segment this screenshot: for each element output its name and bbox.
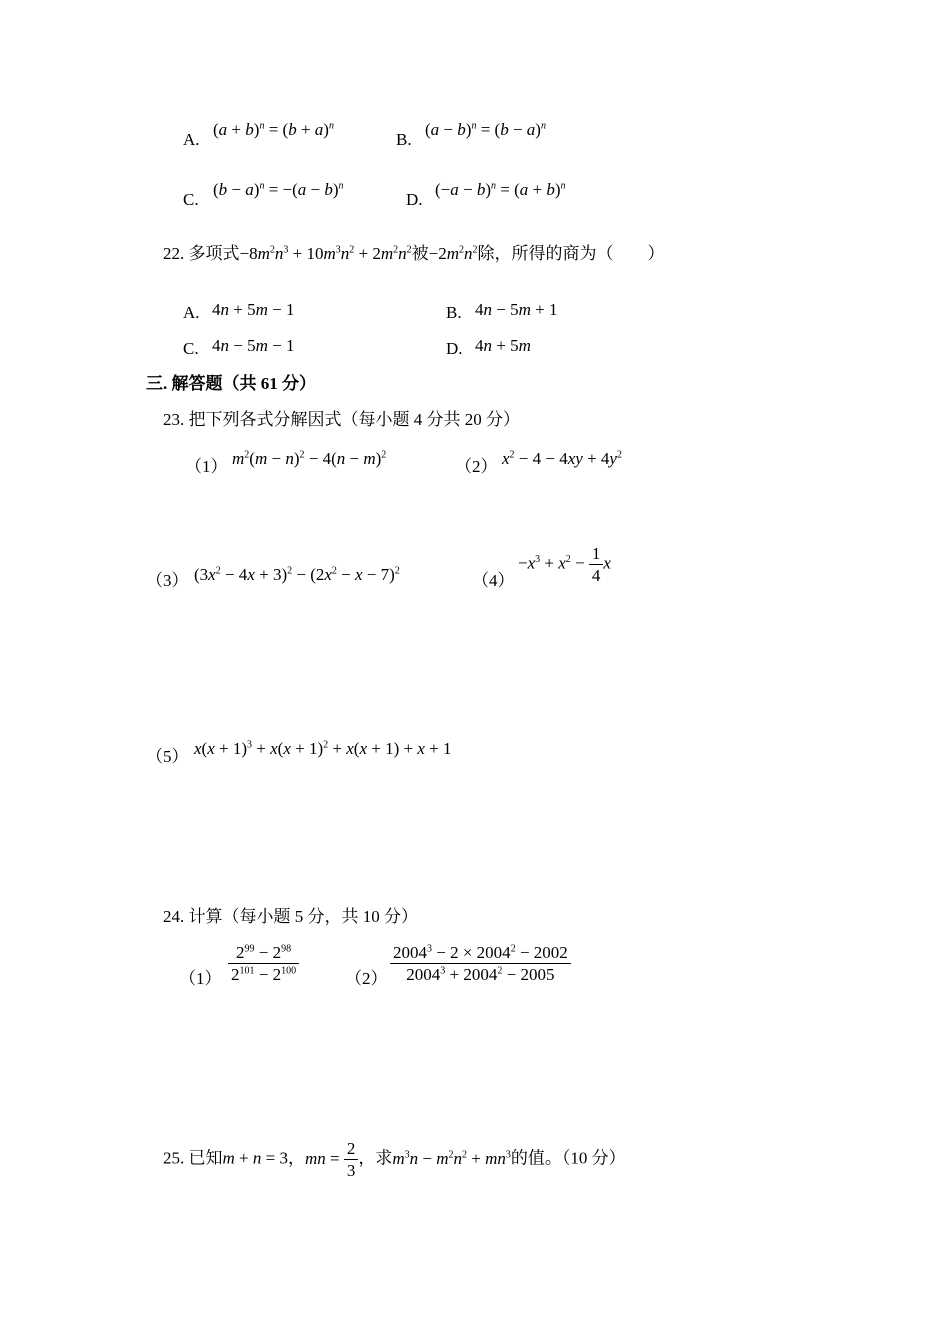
q25-condition-1: m + n = 3 (222, 1148, 288, 1168)
q22-option-b-formula: 4n − 5m + 1 (475, 300, 558, 319)
section-3-title: 三. 解答题（共 61 分） (146, 374, 316, 393)
q24-item-2-label: （2） (345, 969, 388, 988)
q24-number: 24. (163, 907, 185, 926)
q23-item-4-label: （4） (472, 571, 515, 590)
q24-text: 计算（每小题 5 分，共 10 分） (188, 907, 418, 926)
q25-question (163, 1138, 626, 1182)
q23-item-5-label: （5） (146, 747, 189, 766)
q22-option-d-formula: 4n + 5m (475, 336, 531, 355)
q24-item-2-formula: $\frac{2004^3 - 2 \times 2004^2 - 2002}{2004^3 + 2004^2 - 2005}$ (390, 942, 571, 986)
q24-item-1-label: （1） (179, 969, 222, 988)
q23-text: 把下列各式分解因式（每小题 4 分共 20 分） (188, 410, 520, 429)
q23-item-1-formula: $m^2(m - n)^2 - 4(n - m)^2$ (232, 449, 387, 468)
q23-number: 23. (163, 410, 185, 429)
q25-text-suffix: 的值。（10 分） (510, 1148, 626, 1168)
q23-item-3-label: （3） (146, 571, 189, 590)
q25-condition-2: mn = $\frac{2}{3}$ (305, 1149, 358, 1168)
q22-option-b-label: B. (446, 303, 462, 322)
q23-item-1-label: （1） (185, 457, 228, 476)
q23-question (163, 411, 520, 428)
q22-option-a-formula: 4n + 5m − 1 (212, 300, 295, 319)
q22-option-c-formula: 4n − 5m − 1 (212, 336, 295, 355)
q24-question (163, 908, 418, 925)
q25-text-prefix: 已知 (188, 1148, 223, 1168)
q23-item-5-formula: $x(x + 1)^3 + x(x + 1)^2 + x(x + 1) + x + 1$ (194, 739, 452, 758)
q25-comma: ， (287, 1148, 305, 1168)
q22-question (163, 245, 665, 262)
q23-item-2-formula: $x^2 - 4 - 4xy + 4y^2$ (502, 449, 622, 468)
q22-text-suffix: 除，所得的商为（ ） (477, 244, 665, 263)
q23-item-3-formula: $(3x^2 - 4x + 3)^2 - (2x^2 - x - 7)^2$ (194, 565, 400, 584)
q25-number: 25. (163, 1148, 185, 1168)
q21-option-c-label: C. (183, 190, 199, 209)
q21-option-d-formula: $(-a - b)^n = (a + b)^n$ (435, 180, 566, 199)
q21-option-a-formula: $(a + b)^n = (b + a)^n$ (213, 120, 334, 139)
q22-option-a-label: A. (183, 303, 200, 322)
q21-option-d-label: D. (406, 190, 423, 209)
q22-option-d-label: D. (446, 339, 463, 358)
q23-item-4-formula: $-x^3 + x^2$ − $\frac{1}{4}$ x (518, 544, 611, 586)
q22-option-c-label: C. (183, 339, 199, 358)
q23-item-2-label: （2） (455, 457, 498, 476)
q22-text-mid: 被 (411, 244, 429, 263)
q25-text-mid: ，求 (358, 1148, 393, 1168)
q24-item-1-formula: $\frac{2^{99} - 2^{98}}{2^{101} - 2^{100}}$ (228, 942, 299, 986)
q21-option-b-formula: $(a - b)^n = (b - a)^n$ (425, 120, 546, 139)
q21-option-c-formula: $(b - a)^n = -(a - b)^n$ (213, 180, 344, 199)
q22-number: 22. (163, 244, 185, 263)
q21-option-b-label: B. (396, 130, 412, 149)
q22-polynomial: $-8m^2n^3 + 10m^3n^2 + 2m^2n^2$ (239, 244, 412, 263)
q22-divisor: $-2m^2n^2$ (428, 244, 478, 263)
q22-text-prefix: 多项式 (188, 244, 240, 263)
q25-expression: $m^3n - m^2n^2 + mn^3$ (392, 1148, 511, 1168)
q21-option-a-label: A. (183, 130, 200, 149)
